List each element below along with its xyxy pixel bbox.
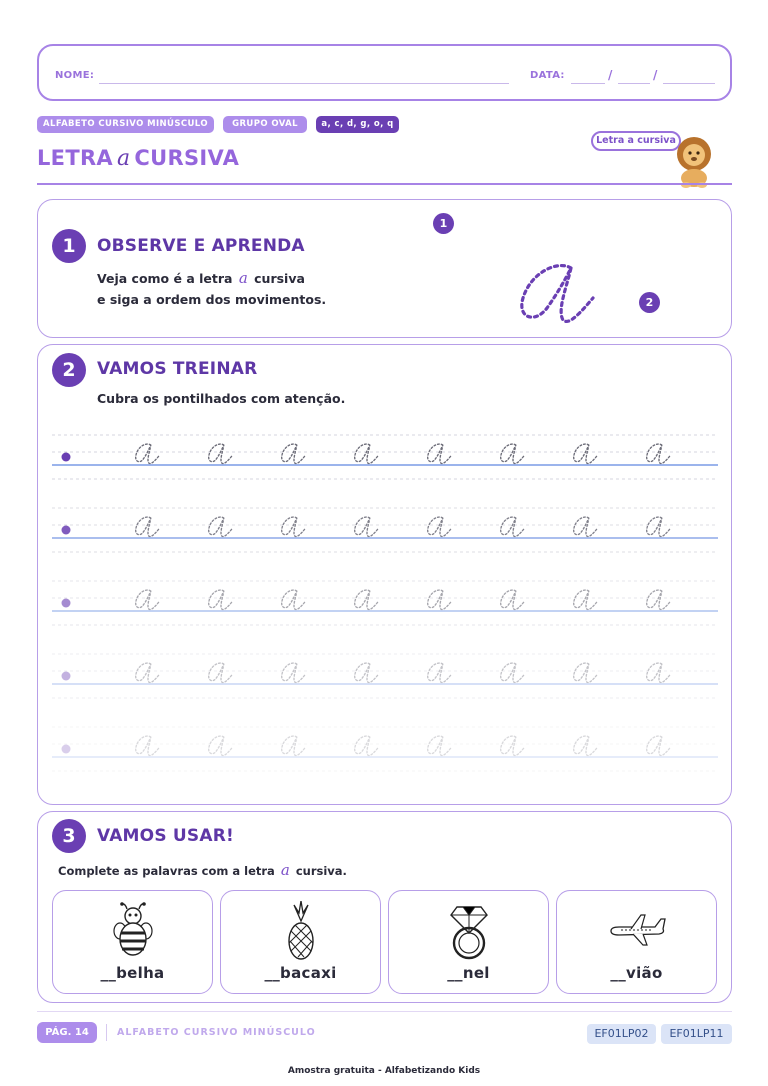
footer-divider bbox=[37, 1011, 732, 1012]
trace-letter-a[interactable] bbox=[136, 736, 160, 755]
trace-letter-a[interactable] bbox=[136, 590, 160, 609]
trace-letter-a[interactable] bbox=[501, 736, 525, 755]
title-divider bbox=[37, 183, 732, 185]
start-dot bbox=[62, 453, 71, 462]
trace-letter-a[interactable] bbox=[282, 590, 306, 609]
trace-letter-a[interactable] bbox=[428, 444, 452, 463]
trace-letter-a[interactable] bbox=[647, 444, 671, 463]
trace-letter-a[interactable] bbox=[647, 517, 671, 536]
footer-separator bbox=[106, 1024, 107, 1041]
instruction-text: cursiva. bbox=[295, 864, 347, 878]
tracing-row bbox=[52, 654, 718, 698]
trace-letter-a[interactable] bbox=[355, 590, 379, 609]
trace-letter-a[interactable] bbox=[355, 444, 379, 463]
trace-letter-a[interactable] bbox=[282, 736, 306, 755]
trace-letter-a[interactable] bbox=[282, 663, 306, 682]
trace-letter-a[interactable] bbox=[501, 663, 525, 682]
trace-letter-a[interactable] bbox=[209, 736, 233, 755]
trace-letter-a[interactable] bbox=[209, 444, 233, 463]
section-instruction-line1 bbox=[97, 269, 305, 287]
date-separator: / bbox=[608, 68, 613, 82]
tracing-row bbox=[52, 581, 718, 625]
trace-letter-a[interactable] bbox=[282, 517, 306, 536]
word-abelha: __belha bbox=[100, 964, 165, 982]
start-dot bbox=[62, 599, 71, 608]
bncc-code-badge: EF01LP02 bbox=[587, 1024, 656, 1044]
date-day-field[interactable] bbox=[571, 83, 605, 84]
tag-alphabet: ALFABETO CURSIVO MINÚSCULO bbox=[37, 116, 214, 133]
trace-letter-a[interactable] bbox=[209, 517, 233, 536]
tracing-row bbox=[52, 508, 718, 552]
airplane-icon bbox=[607, 911, 667, 951]
trace-letter-a[interactable] bbox=[136, 663, 160, 682]
word-abacaxi: __bacaxi bbox=[264, 964, 337, 982]
trace-letter-a[interactable] bbox=[355, 663, 379, 682]
trace-letter-a[interactable] bbox=[647, 590, 671, 609]
footer-title: ALFABETO CURSIVO MINÚSCULO bbox=[117, 1027, 316, 1038]
word-card-pineapple bbox=[220, 890, 381, 994]
instruction-text: Complete as palavras com a letra bbox=[58, 864, 275, 878]
start-dot bbox=[62, 526, 71, 535]
section-instruction: Cubra os pontilhados com atenção. bbox=[97, 391, 346, 406]
date-separator: / bbox=[653, 68, 658, 82]
pineapple-icon bbox=[284, 901, 318, 961]
trace-letter-a[interactable] bbox=[209, 590, 233, 609]
speech-bubble: Letra a cursiva bbox=[591, 131, 681, 151]
section-title: VAMOS USAR! bbox=[97, 826, 234, 846]
date-month-field[interactable] bbox=[618, 83, 650, 84]
trace-letter-a[interactable] bbox=[574, 444, 598, 463]
instruction-text: Veja como é a letra bbox=[97, 271, 233, 286]
section-number: 3 bbox=[52, 819, 86, 853]
tracing-row bbox=[52, 435, 718, 479]
trace-letter-a[interactable] bbox=[136, 517, 160, 536]
instruction-text: cursiva bbox=[254, 271, 305, 286]
name-date-box bbox=[37, 44, 732, 101]
start-dot bbox=[62, 672, 71, 681]
trace-letter-a[interactable] bbox=[355, 736, 379, 755]
section-title: VAMOS TREINAR bbox=[97, 359, 258, 379]
trace-letter-a[interactable] bbox=[574, 736, 598, 755]
credit-line: Amostra gratuita - Alfabetizando Kids bbox=[287, 1066, 481, 1076]
trace-letter-a[interactable] bbox=[136, 444, 160, 463]
name-field[interactable] bbox=[99, 83, 509, 84]
word-aviao: __vião bbox=[610, 964, 663, 982]
tag-letters: a, c, d, g, o, q bbox=[316, 116, 399, 133]
date-year-field[interactable] bbox=[663, 83, 715, 84]
trace-letter-a[interactable] bbox=[282, 444, 306, 463]
trace-letter-a[interactable] bbox=[647, 736, 671, 755]
trace-letter-a[interactable] bbox=[501, 517, 525, 536]
page-title bbox=[37, 146, 239, 171]
trace-letter-a[interactable] bbox=[574, 663, 598, 682]
inline-cursive-letter: a bbox=[280, 861, 290, 879]
word-card-ring bbox=[388, 890, 549, 994]
stroke-step-2: 2 bbox=[639, 292, 660, 313]
trace-letter-a[interactable] bbox=[647, 663, 671, 682]
trace-letter-a[interactable] bbox=[574, 590, 598, 609]
bncc-code-badge: EF01LP11 bbox=[661, 1024, 732, 1044]
trace-letter-a[interactable] bbox=[428, 517, 452, 536]
ring-icon bbox=[447, 901, 491, 961]
bee-icon bbox=[113, 901, 153, 959]
date-label: DATA: bbox=[530, 70, 565, 81]
tag-group: GRUPO OVAL bbox=[223, 116, 307, 133]
word-card-bee bbox=[52, 890, 213, 994]
trace-letter-a[interactable] bbox=[501, 590, 525, 609]
section-number: 2 bbox=[52, 353, 86, 387]
page-number-badge: PÁG. 14 bbox=[37, 1022, 97, 1043]
trace-letter-a[interactable] bbox=[355, 517, 379, 536]
trace-letter-a[interactable] bbox=[428, 590, 452, 609]
trace-letter-a[interactable] bbox=[428, 663, 452, 682]
trace-letter-a[interactable] bbox=[209, 663, 233, 682]
lion-mascot-icon bbox=[670, 134, 718, 188]
trace-letter-a[interactable] bbox=[574, 517, 598, 536]
title-word-letra: LETRA bbox=[37, 146, 113, 170]
section-instruction-line2: e siga a ordem dos movimentos. bbox=[97, 292, 327, 307]
title-word-cursiva: CURSIVA bbox=[134, 146, 240, 170]
section-instruction bbox=[58, 861, 347, 879]
tracing-row bbox=[52, 727, 718, 771]
stroke-step-1: 1 bbox=[433, 213, 454, 234]
title-cursive-letter: a bbox=[116, 146, 131, 171]
section-number: 1 bbox=[52, 229, 86, 263]
word-card-airplane bbox=[556, 890, 717, 994]
inline-cursive-letter: a bbox=[238, 269, 248, 287]
name-label: NOME: bbox=[55, 70, 95, 81]
trace-letter-a[interactable] bbox=[428, 736, 452, 755]
tracing-grid bbox=[52, 425, 718, 785]
large-cursive-a-icon bbox=[513, 258, 603, 328]
word-anel: __nel bbox=[447, 964, 490, 982]
trace-letter-a[interactable] bbox=[501, 444, 525, 463]
section-observe bbox=[37, 199, 732, 338]
start-dot bbox=[62, 745, 71, 754]
section-title: OBSERVE E APRENDA bbox=[97, 236, 305, 256]
